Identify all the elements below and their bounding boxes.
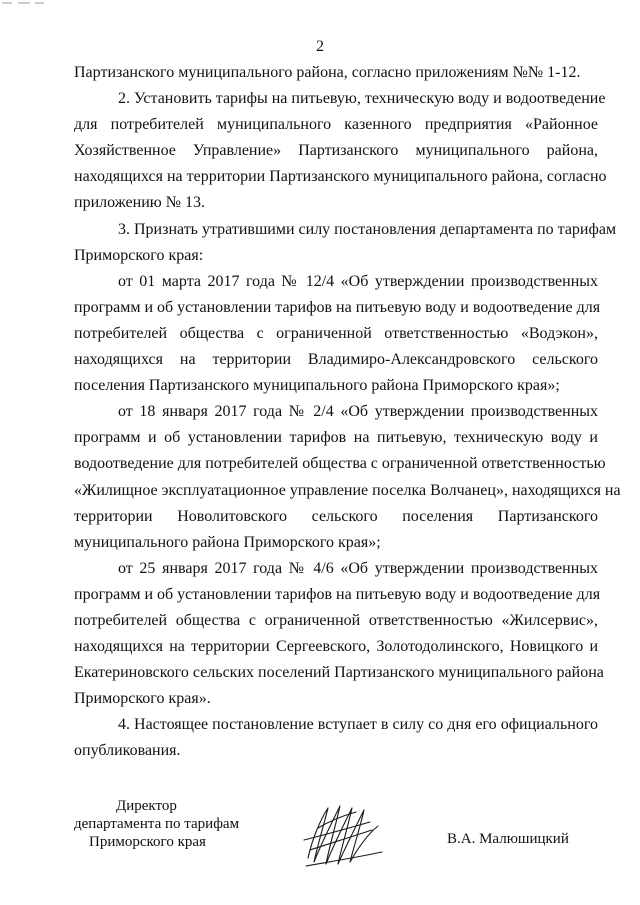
paragraph-repeal-2	[74, 399, 621, 556]
text-line: 2. Установить тарифы на питьевую, техническую воду и водоотведение	[118, 90, 606, 108]
signatory-title-line: Директор	[116, 798, 177, 814]
text-line: опубликования.	[74, 742, 181, 760]
handwritten-signature	[298, 800, 388, 870]
text-line: 3. Признать утратившими силу постановления департамента по тарифам	[118, 220, 617, 238]
page-number: 2	[316, 38, 324, 55]
text-line: Приморского края:	[74, 246, 204, 264]
text-line: находящихся на территории Партизанского муниципального района, согласно	[74, 168, 607, 186]
signatory-title	[74, 797, 239, 851]
text-line: Хозяйственное Управление» Партизанского муниципального района,	[74, 142, 598, 160]
text-line: программ и об установлении тарифов на питьевую, техническую воду и	[74, 429, 598, 447]
text-line: «Жилищное эксплуатационное управление поселка Волчанец», находящихся на	[74, 481, 621, 499]
text-line: потребителей общества с ограниченной ответственностью «Жилсервис»,	[74, 611, 598, 629]
text-line: от 18 января 2017 года № 2/4 «Об утверждении производственных	[118, 403, 598, 421]
signatory-title-line: департамента по тарифам	[74, 816, 240, 832]
paragraph-item-2	[74, 86, 607, 216]
paragraph-item-3	[74, 217, 617, 269]
text-line: поселения Партизанского муниципального района Приморского края»;	[74, 377, 560, 395]
text-line: 4. Настоящее постановление вступает в силу со дня его официального	[118, 716, 598, 734]
text-line: муниципального района Приморского края»;	[74, 533, 381, 551]
text-line: потребителей общества с ограниченной ответственностью «Водэкон»,	[74, 324, 598, 342]
paragraph-item-4	[74, 712, 598, 764]
text-line: приложению № 13.	[74, 194, 205, 212]
text-line: от 25 января 2017 года № 4/6 «Об утверждении производственных	[118, 559, 598, 577]
text-line: находящихся на территории Владимиро-Александровского сельского	[74, 351, 598, 369]
text-line: программ и об установлении тарифов на питьевую воду и водоотведение для	[74, 298, 601, 316]
text-line: Приморского края».	[74, 690, 211, 708]
paragraph-continuation	[74, 60, 598, 86]
text-line: находящихся на территории Сергеевского, Золотодолинского, Новицкого и	[74, 638, 598, 656]
paragraph-repeal-1	[74, 269, 601, 399]
signatory-name: В.А. Малюшицкий	[447, 831, 569, 847]
text-line: программ и об установлении тарифов на питьевую воду и водоотведение для	[74, 585, 601, 603]
signatory-title-line: Приморского края	[89, 834, 206, 850]
paragraph-repeal-3	[74, 556, 604, 713]
text-line: Партизанского муниципального района, согласно приложениям №№ 1-12.	[74, 64, 581, 81]
text-line: от 01 марта 2017 года № 12/4 «Об утверждении производственных	[118, 272, 598, 290]
text-line: Екатериновского сельских поселений Партизанского муниципального района	[74, 664, 604, 682]
text-line: территории Новолитовского сельского поселения Партизанского	[74, 507, 598, 525]
document-body	[74, 60, 621, 765]
scan-edge-marks	[0, 0, 50, 8]
text-line: для потребителей муниципального казенного предприятия «Районное	[74, 116, 598, 134]
text-line: водоотведение для потребителей общества с ограниченной ответственностью	[74, 455, 606, 473]
